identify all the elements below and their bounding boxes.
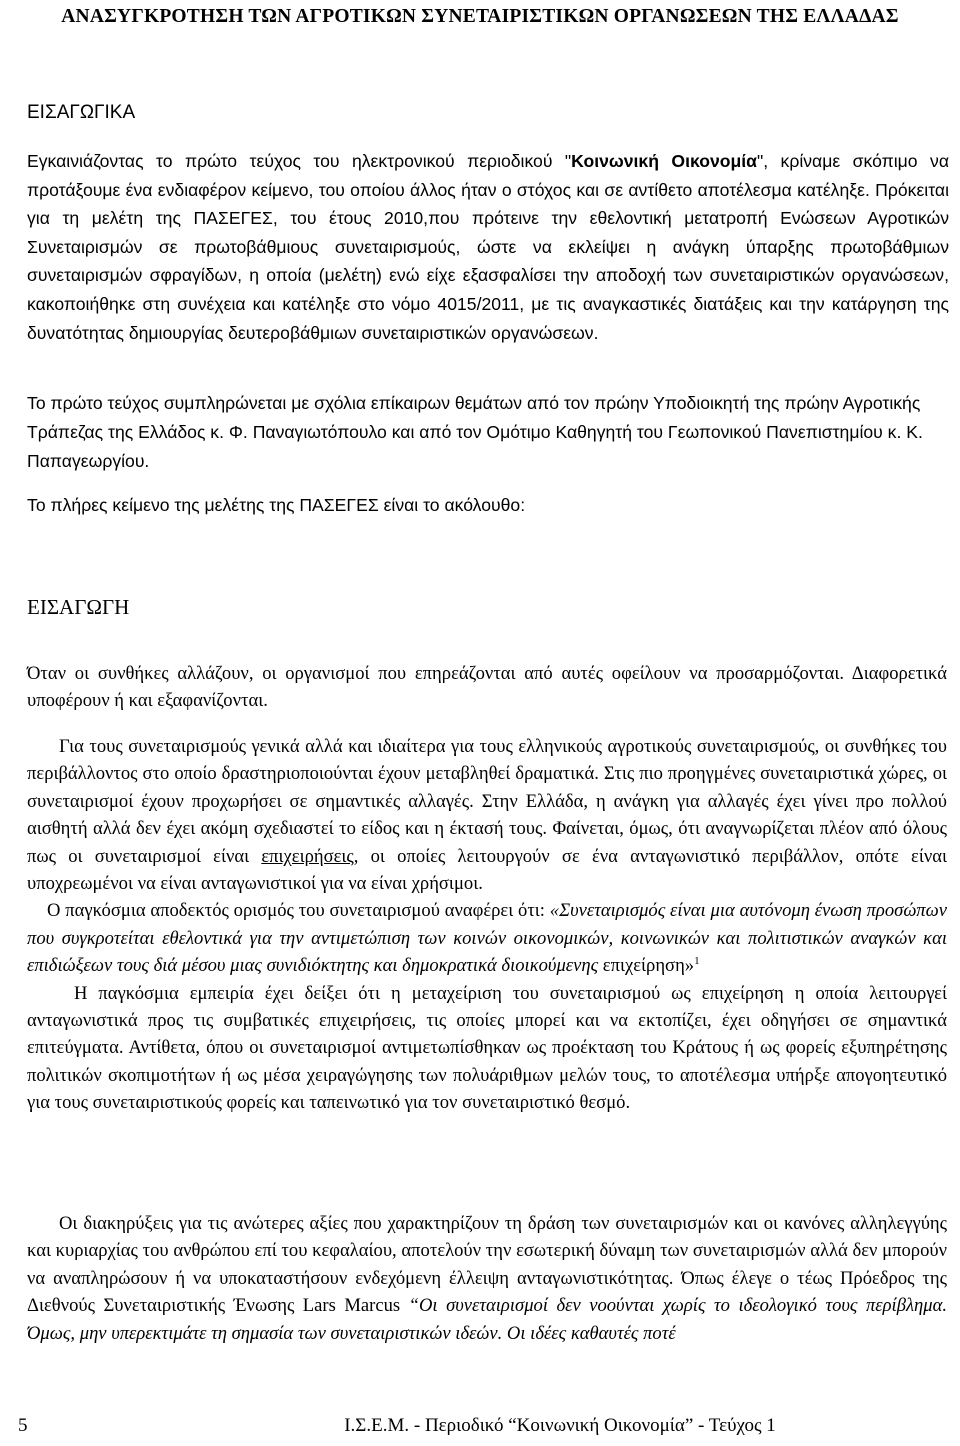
intro-heading: ΕΙΣΑΓΩΓΙΚΑ bbox=[27, 102, 136, 123]
intro-p1-text-b: ", κρίναμε σκόπιμο να προτάξουμε ένα ενδιαφέρον κείμενο, του οποίου άλλος ήταν ο στόχος και σε αντίθετο αποτέλεσμα κατέληξε. Πρόκειται για τη μελέτη της ΠΑΣΕΓΕΣ, του έτους 2010,που πρότεινε την εθελοντική μετατροπή Ενώσεων Αγροτικών Συνεταιρισμών σε πρωτοβάθμιους συνεταιρισμούς, ώστε να εκλείψει η ανάγκη ύπαρξης πρωτοβάθμιων συνεταιρισμών σφραγίδων, η οποία (μελέτη) ενώ είχε εξασφαλίσει την αποδοχή των συνεταιριστικών οργανώσεων, κακοποιήθηκε στη συνέχεια και κατέληξε στο νόμο 4015/2011, με τις αναγκαστικές διατάξεις και την κατάργηση της δυνατότητας δημιουργίας δευτεροβάθμιων συνεταιριστικών οργανώσεων. bbox=[27, 151, 950, 343]
section-p2-text-a: Για τους συνεταιρισμούς γενικά αλλά και ιδιαίτερα για τους ελληνικούς αγροτικούς συνεταιρισμούς, οι συνθήκες του περιβάλλοντος στο οποίο δραστηριοποιούνται έχουν μεταβληθεί δραματικά. Στις πιο προηγμένες συνεταιριστικά χώρες, οι συνεταιρισμοί έχουν προχωρήσει σε σημαντικές αλλαγές. Στην Ελλάδα, η ανάγκη για αλλαγές έχει γίνει προ πολλού αισθητή αλλά δεν έχει ακόμη σχεδιαστεί το είδος και η έκτασή τους. Φαίνεται, όμως, ότι αναγνωρίζεται πλέον από όλους πως οι συνεταιρισμοί είναι bbox=[27, 736, 947, 867]
section-paragraph-1: Όταν οι συνθήκες αλλάζουν, οι οργανισμοί που επηρεάζονται από αυτές οφείλουν να προσαρμόζονται. Διαφορετικά υποφέρουν ή και εξαφανίζονται. bbox=[27, 663, 947, 712]
intro-paragraph-2: Το πρώτο τεύχος συμπληρώνεται με σχόλια επίκαιρων θεμάτων από τον πρώην Υποδιοικητή της πρώην Αγροτικής Τράπεζας της Ελλάδος κ. Φ. Παναγιωτόπουλο και από τον Ομότιμο Καθηγητή του Γεωπονικού Πανεπιστημίου κ. Κ. Παπαγεωργίου. bbox=[27, 393, 923, 471]
definition-quote: «Συνεταιρισμός είναι μια αυτόνομη ένωση προσώπων που συγκροτείται εθελοντικά για την αντιμετώπιση των κοινών οικονομικών, κοινωνικών και πολιτιστικών αναγκών και επιδιώξεων τους διά μέσου μιας συνιδιόκτητης και δημοκρατικά διοικούμενης bbox=[27, 900, 947, 977]
section-p2-text-b: , οι οποίες λειτουργούν σε ένα ανταγωνιστικό περιβάλλον, οπότε είναι υποχρεωμένοι να είναι ανταγωνιστικοί για να είναι χρήσιμοι. bbox=[27, 845, 948, 895]
footnote-marker: 1 bbox=[694, 955, 700, 968]
intro-paragraph-3: Το πλήρες κείμενο της μελέτης της ΠΑΣΕΓΕΣ είναι το ακόλουθο: bbox=[27, 495, 526, 515]
section-paragraph-3 bbox=[27, 1210, 947, 1347]
journal-footer bbox=[0, 1413, 960, 1439]
lars-marcus-quote: “Οι συνεταιρισμοί δεν νοούνται χωρίς το ιδεολογικό τους περίβλημα. Όμως, μην υπερεκτιμάτε τη σημασία των συνεταιριστικών ιδεών. Οι ιδέες καθαυτές ποτέ bbox=[27, 1295, 947, 1344]
section-p3-body bbox=[27, 1210, 947, 1347]
section-p2-part-d: Η παγκόσμια εμπειρία έχει δείξει ότι η μεταχείριση του συνεταιρισμού ως επιχείρηση η οποία λειτουργεί ανταγωνιστικά προς τις συμβατικές επιχειρήσεις, τις οποίες μπορεί και να εκτοπίζει, έχει οδηγήσει σε σημαντικά επιτεύγματα. Αντίθετα, όπου οι συνεταιρισμοί αντιμετωπίσθηκαν ως προέκταση του Κράτους ή ως φορείς εξυπηρέτησης πολιτικών σκοπιμοτήτων ή ως μέσα χειραγώγησης των πολυάριθμων μελών τους, το αποτέλεσμα υπήρξε απογοητευτικό για τους συνεταιριστικούς φορείς και ταπεινωτικό για τον συνεταιριστικό θεσμό. bbox=[27, 982, 947, 1114]
section-p2-definition bbox=[27, 897, 947, 979]
definition-end: επιχείρηση» bbox=[602, 955, 695, 977]
section-paragraph-2 bbox=[27, 733, 947, 1117]
intro-p1-text-a: Εγκαινιάζοντας το πρώτο τεύχος του ηλεκτρονικού περιοδικού " bbox=[27, 151, 572, 171]
section-heading: ΕΙΣΑΓΩΓΗ bbox=[27, 595, 130, 619]
page-number: 5 bbox=[18, 1415, 28, 1436]
section-p3-text: Οι διακηρύξεις για τις ανώτερες αξίες που χαρακτηρίζουν τη δράση των συνεταιρισμών και οι κανόνες αλληλεγγύης και κυριαρχίας του ανθρώπου επί του κεφαλαίου, αποτελούν την εσωτερική δύναμη των συνεταιρισμών αλλά δεν μπορούν να αναπληρώσουν ή να υποκαταστήσουν ενδεχόμενη έλλειψη ανταγωνιστικότητας. Όπως έλεγε ο τέως Πρόεδρος της Διεθνούς Συνεταιριστικής Ένωσης Lars Marcus bbox=[27, 1213, 947, 1317]
definition-intro: Ο παγκόσμια αποδεκτός ορισμός του συνεταιρισμού αναφέρει ότι: bbox=[47, 900, 550, 922]
page-title: ΑΝΑΣΥΓΚΡΟΤΗΣΗ ΤΩΝ ΑΓΡΟΤΙΚΩΝ ΣΥΝΕΤΑΙΡΙΣΤΙΚΩΝ ΟΡΓΑΝΩΣΕΩΝ ΤΗΣ ΕΛΛΑΔΑΣ bbox=[61, 6, 899, 27]
section-p2-part-a bbox=[27, 733, 947, 897]
underlined-term: επιχειρήσεις bbox=[261, 845, 354, 867]
journal-footer-text: Ι.Σ.Ε.Μ. - Περιοδικό “Κοινωνική Οικονομία” - Τεύχος 1 bbox=[344, 1415, 776, 1436]
intro-paragraph-1 bbox=[27, 147, 949, 347]
journal-name: Κοινωνική Οικονομία bbox=[571, 151, 757, 171]
